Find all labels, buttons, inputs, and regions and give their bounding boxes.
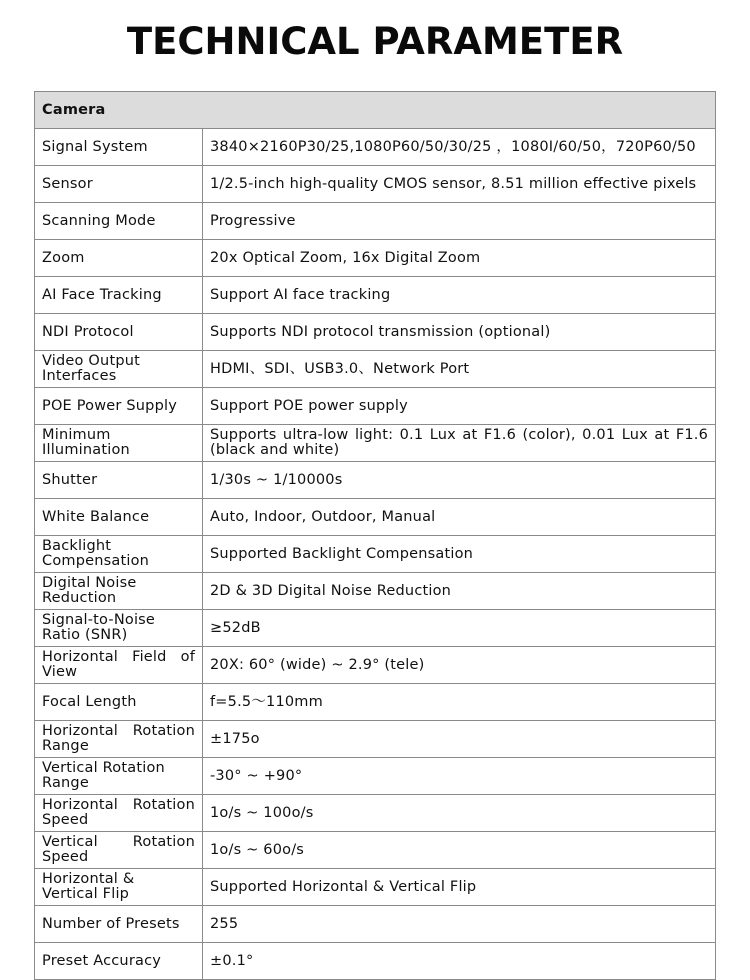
param-name: Horizontal Field of View (35, 647, 203, 684)
param-value: ≥52dB (203, 610, 716, 647)
spec-table (34, 91, 716, 980)
param-name: Minimum Illumination (35, 425, 203, 462)
param-name: Video Output Interfaces (35, 351, 203, 388)
param-value: 1/30s ~ 1/10000s (203, 462, 716, 499)
param-value: f=5.5～110mm (203, 684, 716, 721)
table-row (35, 314, 716, 351)
page-title: TECHNICAL PARAMETER (126, 19, 624, 64)
param-value: Progressive (203, 203, 716, 240)
param-name: Focal Length (35, 684, 203, 721)
table-row (35, 203, 716, 240)
table-row (35, 906, 716, 943)
table-row (35, 832, 716, 869)
table-row (35, 351, 716, 388)
param-name: Sensor (35, 166, 203, 203)
table-row (35, 573, 716, 610)
param-name: Vertical Rotation Speed (35, 832, 203, 869)
param-value: ±0.1° (203, 943, 716, 980)
table-row (35, 869, 716, 906)
param-value: 2D & 3D Digital Noise Reduction (203, 573, 716, 610)
param-name: POE Power Supply (35, 388, 203, 425)
table-row (35, 758, 716, 795)
param-name: Backlight Compensation (35, 536, 203, 573)
param-name: NDI Protocol (35, 314, 203, 351)
param-name: Vertical Rotation Range (35, 758, 203, 795)
table-row (35, 943, 716, 980)
param-value: 255 (203, 906, 716, 943)
param-value: HDMI、SDI、USB3.0、Network Port (203, 351, 716, 388)
table-row (35, 388, 716, 425)
table-row (35, 240, 716, 277)
param-name: White Balance (35, 499, 203, 536)
table-row (35, 129, 716, 166)
param-name: Shutter (35, 462, 203, 499)
param-value: Support AI face tracking (203, 277, 716, 314)
table-row (35, 425, 716, 462)
table-row (35, 166, 716, 203)
param-name: Scanning Mode (35, 203, 203, 240)
table-row (35, 721, 716, 758)
table-row (35, 684, 716, 721)
param-value: -30° ~ +90° (203, 758, 716, 795)
param-name: Digital Noise Reduction (35, 573, 203, 610)
param-name: Zoom (35, 240, 203, 277)
param-value: Supports NDI protocol transmission (optional) (203, 314, 716, 351)
table-row (35, 277, 716, 314)
table-row (35, 462, 716, 499)
param-name: Horizontal & Vertical Flip (35, 869, 203, 906)
param-name: Signal-to-Noise Ratio (SNR) (35, 610, 203, 647)
param-value: Support POE power supply (203, 388, 716, 425)
param-value: 1o/s ~ 100o/s (203, 795, 716, 832)
param-value: Supported Horizontal & Vertical Flip (203, 869, 716, 906)
section-header-row (35, 92, 716, 129)
section-title: Camera (35, 92, 716, 129)
param-name: Horizontal Rotation Range (35, 721, 203, 758)
param-name: Preset Accuracy (35, 943, 203, 980)
param-value: 20X: 60° (wide) ~ 2.9° (tele) (203, 647, 716, 684)
param-name: AI Face Tracking (35, 277, 203, 314)
param-value: 1o/s ~ 60o/s (203, 832, 716, 869)
table-row (35, 499, 716, 536)
param-value: 3840×2160P30/25,1080P60/50/30/25 ，1080I/60/50，720P60/50 (203, 129, 716, 166)
table-row (35, 536, 716, 573)
param-value: Supported Backlight Compensation (203, 536, 716, 573)
param-value: Supports ultra-low light: 0.1 Lux at F1.6 (color), 0.01 Lux at F1.6 (black and white) (203, 425, 716, 462)
param-name: Horizontal Rotation Speed (35, 795, 203, 832)
table-row (35, 795, 716, 832)
param-name: Number of Presets (35, 906, 203, 943)
param-value: 20x Optical Zoom, 16x Digital Zoom (203, 240, 716, 277)
param-value: Auto, Indoor, Outdoor, Manual (203, 499, 716, 536)
table-row (35, 610, 716, 647)
param-name: Signal System (35, 129, 203, 166)
param-value: 1/2.5-inch high-quality CMOS sensor, 8.51 million effective pixels (203, 166, 716, 203)
param-value: ±175o (203, 721, 716, 758)
table-row (35, 647, 716, 684)
